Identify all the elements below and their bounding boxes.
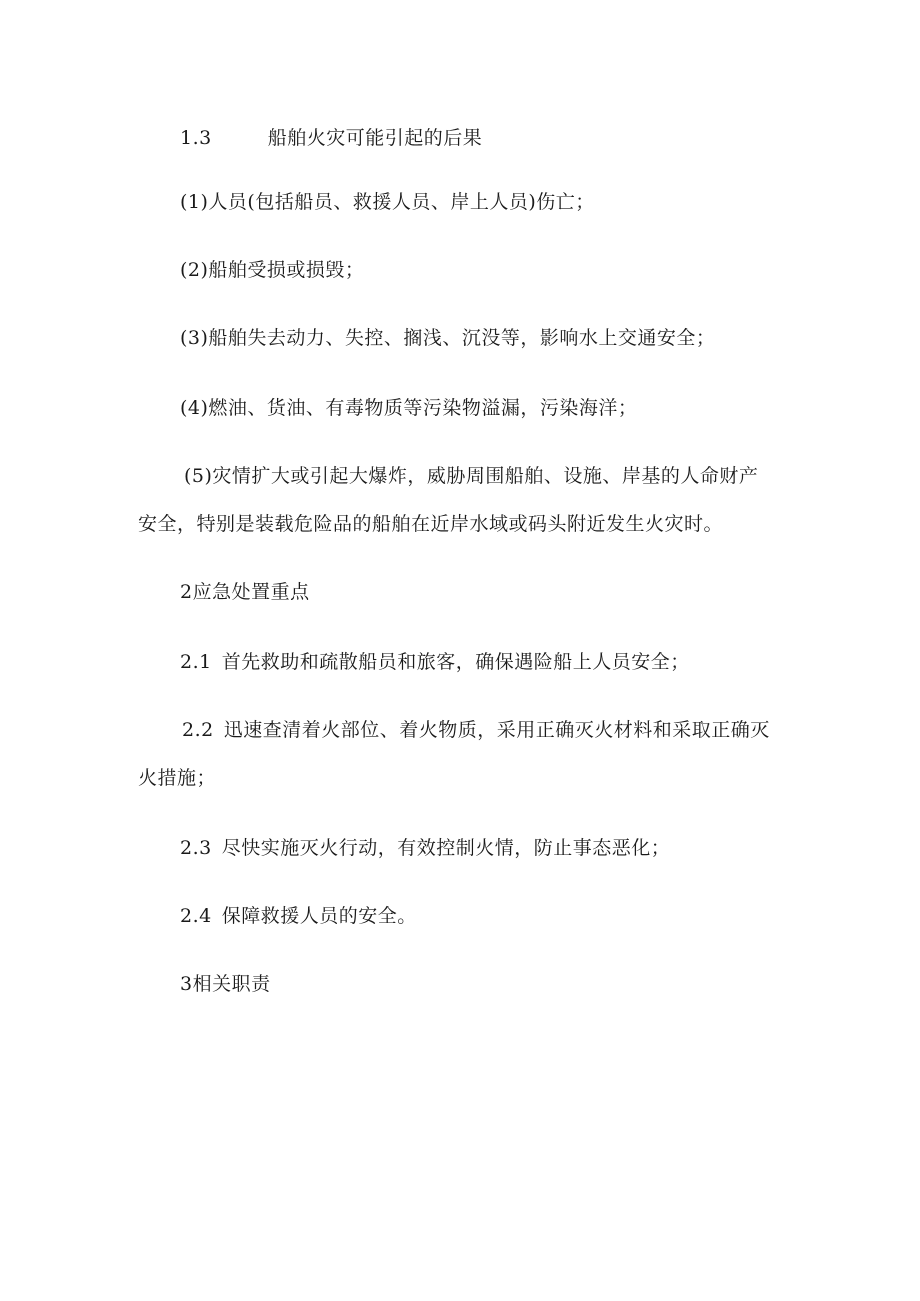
priority-number: 2.1: [180, 651, 212, 673]
priority-item-2-4: [180, 904, 417, 928]
priority-item-2-2-continued: 火措施；: [138, 767, 217, 789]
priority-item-2-2: [182, 718, 770, 742]
priority-number: 2.2: [182, 719, 214, 741]
consequence-item-5: (5)灾情扩大或引起大爆炸，威胁周围船舶、设施、岸基的人命财产: [184, 465, 759, 487]
consequence-item-4: (4)燃油、货油、有毒物质等污染物溢漏，污染海洋；: [180, 397, 638, 419]
priority-number: 2.4: [180, 905, 212, 927]
consequence-item-3: (3)船舶失去动力、失控、搁浅、沉没等，影响水上交通安全；: [180, 327, 716, 349]
priority-text: 尽快实施灭火行动，有效控制火情，防止事态恶化；: [221, 837, 671, 859]
consequence-item-5-continued: 安全，特别是装载危险品的船舶在近岸水域或码头附近发生火灾时。: [138, 513, 724, 535]
priority-item-2-3: [180, 836, 670, 860]
priority-number: 2.3: [180, 837, 212, 859]
consequence-item-2: (2)船舶受损或损毁；: [180, 259, 365, 281]
section-1-3-heading: [180, 126, 482, 150]
priority-text: 迅速查清着火部位、着火物质，采用正确灭火材料和采取正确灭: [223, 719, 770, 741]
consequence-item-1: (1)人员(包括船员、救援人员、岸上人员)伤亡；: [180, 191, 595, 213]
priority-text: 首先救助和疏散船员和旅客，确保遇险船上人员安全；: [221, 651, 690, 673]
section-number: 1.3: [180, 127, 212, 149]
section-title: 船舶火灾可能引起的后果: [267, 127, 483, 149]
priority-text: 保障救援人员的安全。: [221, 905, 417, 927]
section-2-heading: 2应急处置重点: [180, 581, 310, 603]
section-3-heading: 3相关职责: [180, 973, 271, 995]
priority-item-2-1: [180, 650, 690, 674]
